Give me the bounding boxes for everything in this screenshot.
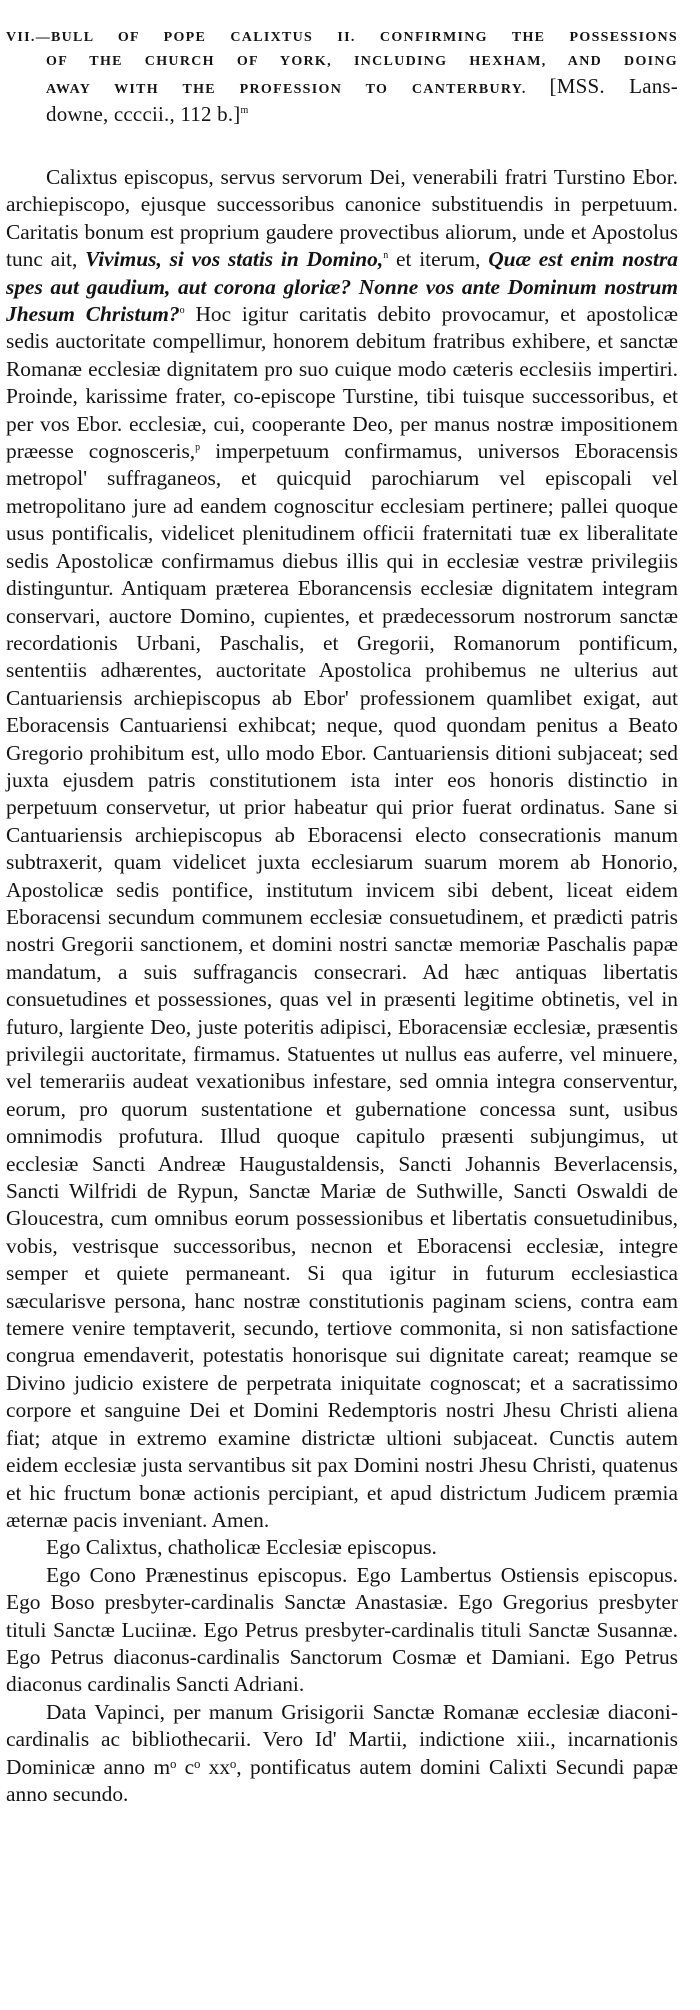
footnote-marker-o: o — [179, 304, 185, 316]
heading-mss-reference-cont: downe, ccccii., 112 b.] — [46, 102, 241, 126]
document-heading — [6, 26, 678, 126]
heading-line-3-caps: AWAY WITH THE PROFESSION TO CANTERBURY. — [46, 82, 527, 97]
dating-clause: Data Vapinci, per manum Grisigorii Sanctæ Romanæ ecclesiæ diaconi-cardinalis ac bibliothecarii. Vero Id' Martii, indictione xiii., incarnationis Dominicæ anno mᵒ cᵒ xxᵒ, pontificatus autem domini Calixti Secundi papæ anno secundo. — [6, 1699, 678, 1806]
scripture-quote: Quæ est enim nostra spes aut gaudium, aut corona gloriæ? Nonne vos ante Dominum nostrum Jhesum Christum? — [6, 247, 678, 327]
footnote-marker-n: n — [383, 250, 389, 262]
pope-signature: Ego Calixtus, chatholicæ Ecclesiæ episcopus. — [46, 1535, 437, 1560]
heading-mss-reference: [MSS. Lans- — [549, 74, 678, 98]
footnote-marker-p: p — [195, 441, 201, 453]
cardinal-signatures: Ego Cono Prænestinus episcopus. Ego Lambertus Ostiensis episcopus. Ego Boso presbyter-cardinalis Sanctæ Anastasiæ. Ego Gregorius presbyter tituli Sanctæ Luciinæ. Ego Petrus presbyter-cardinalis tituli Sanctæ Susannæ. Ego Petrus diaconus-cardinalis Sanctorum Cosmæ et Damiani. Ego Petrus diaconus cardinalis Sancti Adriani. — [6, 1562, 678, 1697]
bull-main-paragraph — [6, 164, 678, 1534]
document-body — [6, 164, 678, 1808]
heading-line-2: OF THE CHURCH OF YORK, INCLUDING HEXHAM, AND DOING — [46, 54, 678, 69]
paragraph-text: Calixtus episcopus, servus servorum Dei, venerabili fratri Turstino Ebor. archiepiscopo, ejusque successoribus canonice substituendis in perpetuum. Caritatis bonum est proprium gaudere provectibus aliorum, unde et Apostolus tunc ait, — [6, 165, 678, 272]
heading-line-4 — [6, 102, 678, 126]
heading-line-3 — [6, 74, 678, 102]
scripture-quote: Vivimus, si vos statis in Domino, — [85, 247, 384, 272]
paragraph-text: et iterum, — [396, 247, 481, 272]
footnote-marker-m: m — [240, 105, 249, 116]
heading-line-1: VII.—BULL OF POPE CALIXTUS II. CONFIRMING THE POSSESSIONS — [6, 30, 678, 45]
paragraph-text: imperpetuum confirmamus, universos Eboracensis metropol' suffraganeos, et quicquid parochiarum vel episcopali vel metropolitano jure ad eandem cognoscitur ecclesiam pertinere; pallei quoque usus pontificalis, videlicet plenitudinem officii fraternitati tuæ ex liberalitate sedis Apostolicæ confirmamus diebus illis qui in ecclesiæ vestræ privilegiis distinguntur. Antiquam præterea Eborancensis ecclesiæ dignitatem integram conservari, auctore Domino, cupientes, et prædecessorum nostrorum sanctæ recordationis Urbani, Paschalis, et Gregorii, Romanorum pontificum, sententiis adhærentes, auctoritate Apostolica prohibemus ne ulterius aut Cantuariensis archiepiscopus ab Ebor' professionem quamlibet exigat, aut Eboracensis Cantuariensi exhibcat; neque, quod quondam penitus a Beato Gregorio prohibitum est, ullo modo Ebor. Cantuariensis ditioni subjaceat; sed juxta ejusdem patris constitutionem ista inter eos honoris distinctio in perpetuum conservetur, ut prior habeatur qui prior fuerat ordinatus. Sane si Cantuariensis archiepiscopus ab Eboracensi electo consecrationis manum subtraxerit, quam videlicet juxta ecclesiarum suarum morem ab Honorio, Apostolicæ sedis pontifice, institutum invicem sibi debent, liceat eidem Eboracensi secundum communem ecclesiæ consuetudinem, et prædicti patris nostri Gregorii sanctionem, et domini nostri sanctæ memoriæ Paschalis papæ mandatum, a suis suffragancis consecrari. Ad hæc antiquas libertatis consuetudines et possessiones, quas vel in præsenti legitime obtinetis, vel in futuro, largiente Deo, juste poteritis adipisci, Eboracensiæ ecclesiæ, præsentis privilegii auctoritate, firmamus. Statuentes ut nullus eas auferre, vel minuere, vel temerariis audeat vexationibus infestare, sed omnia integra conserventur, eorum, pro quorum sustentatione et gubernatione concessa sunt, usibus omnimodis profutura. Illud quoque capitulo præsenti subjungimus, ut ecclesiæ Sancti Andreæ Haugustaldensis, Sancti Johannis Beverlacensis, Sancti Wilfridi de Rypun, Sanctæ Mariæ de Suthwille, Sancti Oswaldi de Gloucestra, cum omnibus eorum possessionibus et libertatis consuetudinibus, vobis, vestrisque successoribus, necnon et Eboracensi ecclesiæ, integre semper et quiete permaneant. Si qua igitur in futurum ecclesiastica sæcularisve persona, hanc nostræ constitutionis paginam sciens, contra eam temere venire temptaverit, secundo, tertiove commonita, si non satisfactione congrua emendaverit, potestatis honorisque sui dignitate careat; reamque se Divino judicio existere de perpetrata iniquitate cognoscat; et a sacratissimo corpore et sanguine Dei et Domini Redemptoris nostri Jhesu Christi aliena fiat; atque in extremo examine districtæ ultioni subjaceat. Cunctis autem eidem ecclesiæ justa servantibus sit pax Domini nostri Jhesu Christi, quatenus et hic fructum bonæ actionis percipiant, et apud districtum Judicem præmia æternæ pacis inveniant. Amen. — [6, 439, 679, 1532]
paragraph-text: Hoc igitur caritatis debito provocamur, et apostolicæ sedis auctoritate compellimur, honorem debitum fratribus exhibere, et sanctæ Romanæ ecclesiæ dignitatem pro suo cuique modo cæteris ecclesiis impertiri. Proinde, karissime frater, co-episcope Turstine, tibi tuisque successoribus, et per vos Ebor. ecclesiæ, cui, cooperante Deo, per manus nostræ impositionem præesse cognosceris, — [6, 302, 678, 464]
